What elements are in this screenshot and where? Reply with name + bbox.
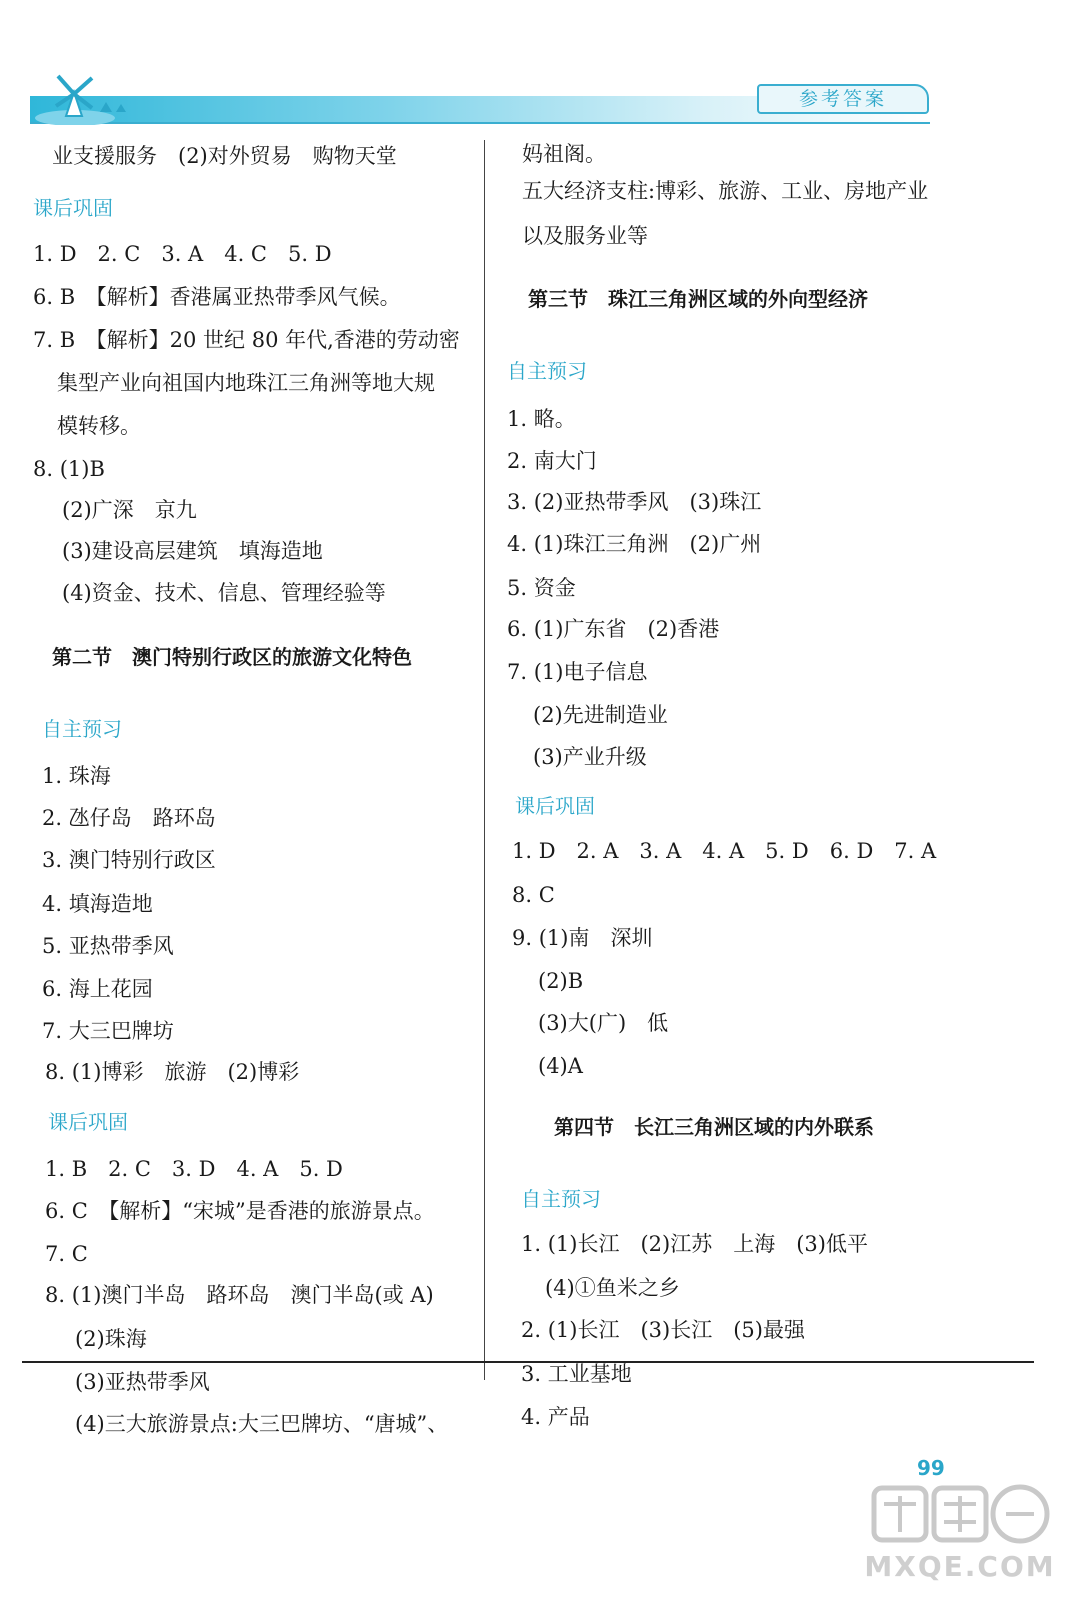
windmill-logo-icon [30,70,140,125]
answer-line: 6. (1)广东省 (2)香港 [507,617,720,641]
answer-line: 2. 南大门 [507,449,597,473]
answer-line: 2. (1)长江 (3)长江 (5)最强 [521,1318,805,1342]
answer-line: 1. B 2. C 3. D 4. A 5. D [45,1157,343,1181]
answer-line: 8. (1)B [33,457,105,481]
answer-line: 以及服务业等 [522,224,648,248]
answer-line: 6. C 【解析】“宋城”是香港的旅游景点。 [45,1199,435,1223]
answer-line: 3. (2)亚热带季风 (3)珠江 [507,490,762,514]
subsection-heading: 自主预习 [507,359,587,383]
answer-line: (2)广深 京九 [62,498,197,522]
answer-line: (3)产业升级 [533,745,647,769]
answer-line: 1. (1)长江 (2)江苏 上海 (3)低平 [521,1232,868,1256]
answer-line: 模转移。 [57,414,141,438]
answer-line: (4)三大旅游景点:大三巴牌坊、“唐城”、 [75,1412,449,1436]
answer-line: 1. 珠海 [42,764,111,788]
answer-line: (3)亚热带季风 [75,1370,210,1394]
answer-line: 业支援服务 (2)对外贸易 购物天堂 [52,144,397,168]
answer-line: 8. (1)博彩 旅游 (2)博彩 [45,1060,300,1084]
answer-line: 集型产业向祖国内地珠江三角洲等地大规 [57,371,435,395]
watermark-logo-icon [860,1478,1060,1588]
answer-line: 4. 产品 [521,1405,590,1429]
answer-line: 6. 海上花园 [42,977,153,1001]
subsection-heading: 自主预习 [42,717,122,741]
header-label: 参考答案 [757,84,929,114]
subsection-heading: 课后巩固 [33,196,113,220]
section-heading: 第二节 澳门特别行政区的旅游文化特色 [52,645,412,669]
answer-line: (4)资金、技术、信息、管理经验等 [62,581,386,605]
answer-line: 1. D 2. C 3. A 4. C 5. D [33,242,332,266]
answer-line: 3. 工业基地 [521,1362,632,1386]
answer-line: (3)大(广) 低 [538,1011,669,1035]
answer-line: 3. 澳门特别行政区 [42,848,216,872]
answer-line: 9. (1)南 深圳 [512,926,653,950]
subsection-heading: 课后巩固 [48,1110,128,1134]
answer-line: 2. 氹仔岛 路环岛 [42,806,216,830]
answer-line: (2)珠海 [75,1327,147,1351]
answer-line: 8. (1)澳门半岛 路环岛 澳门半岛(或 A) [45,1283,434,1307]
answer-line: 7. C [45,1242,88,1266]
answer-line: 妈祖阁。 [522,142,606,166]
answer-line: 4. (1)珠江三角洲 (2)广州 [507,532,762,556]
answer-line: 8. C [512,883,555,907]
answer-line: 7. (1)电子信息 [507,660,648,684]
page-number: 99 [917,1456,945,1480]
subsection-heading: 自主预习 [521,1187,601,1211]
answer-line: 5. 亚热带季风 [42,934,174,958]
answer-line: 五大经济支柱:博彩、旅游、工业、房地产业 [522,179,929,203]
answer-line: (4)①鱼米之乡 [545,1276,680,1300]
answer-line: 5. 资金 [507,576,576,600]
answer-line: 6. B 【解析】香港属亚热带季风气候。 [33,285,401,309]
answer-line: 1. D 2. A 3. A 4. A 5. D 6. D 7. A [512,839,937,863]
svg-text:MXQE.COM: MXQE.COM [864,1550,1056,1583]
answer-line: 7. B 【解析】20 世纪 80 年代,香港的劳动密 [33,328,460,352]
answer-line: 1. 略。 [507,407,576,431]
section-heading: 第四节 长江三角洲区域的内外联系 [554,1115,874,1139]
answer-line: 4. 填海造地 [42,892,153,916]
column-divider [484,140,485,1380]
answer-line: 7. 大三巴牌坊 [42,1019,174,1043]
section-heading: 第三节 珠江三角洲区域的外向型经济 [528,287,868,311]
answer-line: (2)先进制造业 [533,703,668,727]
subsection-heading: 课后巩固 [515,794,595,818]
answer-line: (3)建设高层建筑 填海造地 [62,539,323,563]
answer-line: (4)A [538,1054,583,1078]
answer-line: (2)B [538,969,584,993]
